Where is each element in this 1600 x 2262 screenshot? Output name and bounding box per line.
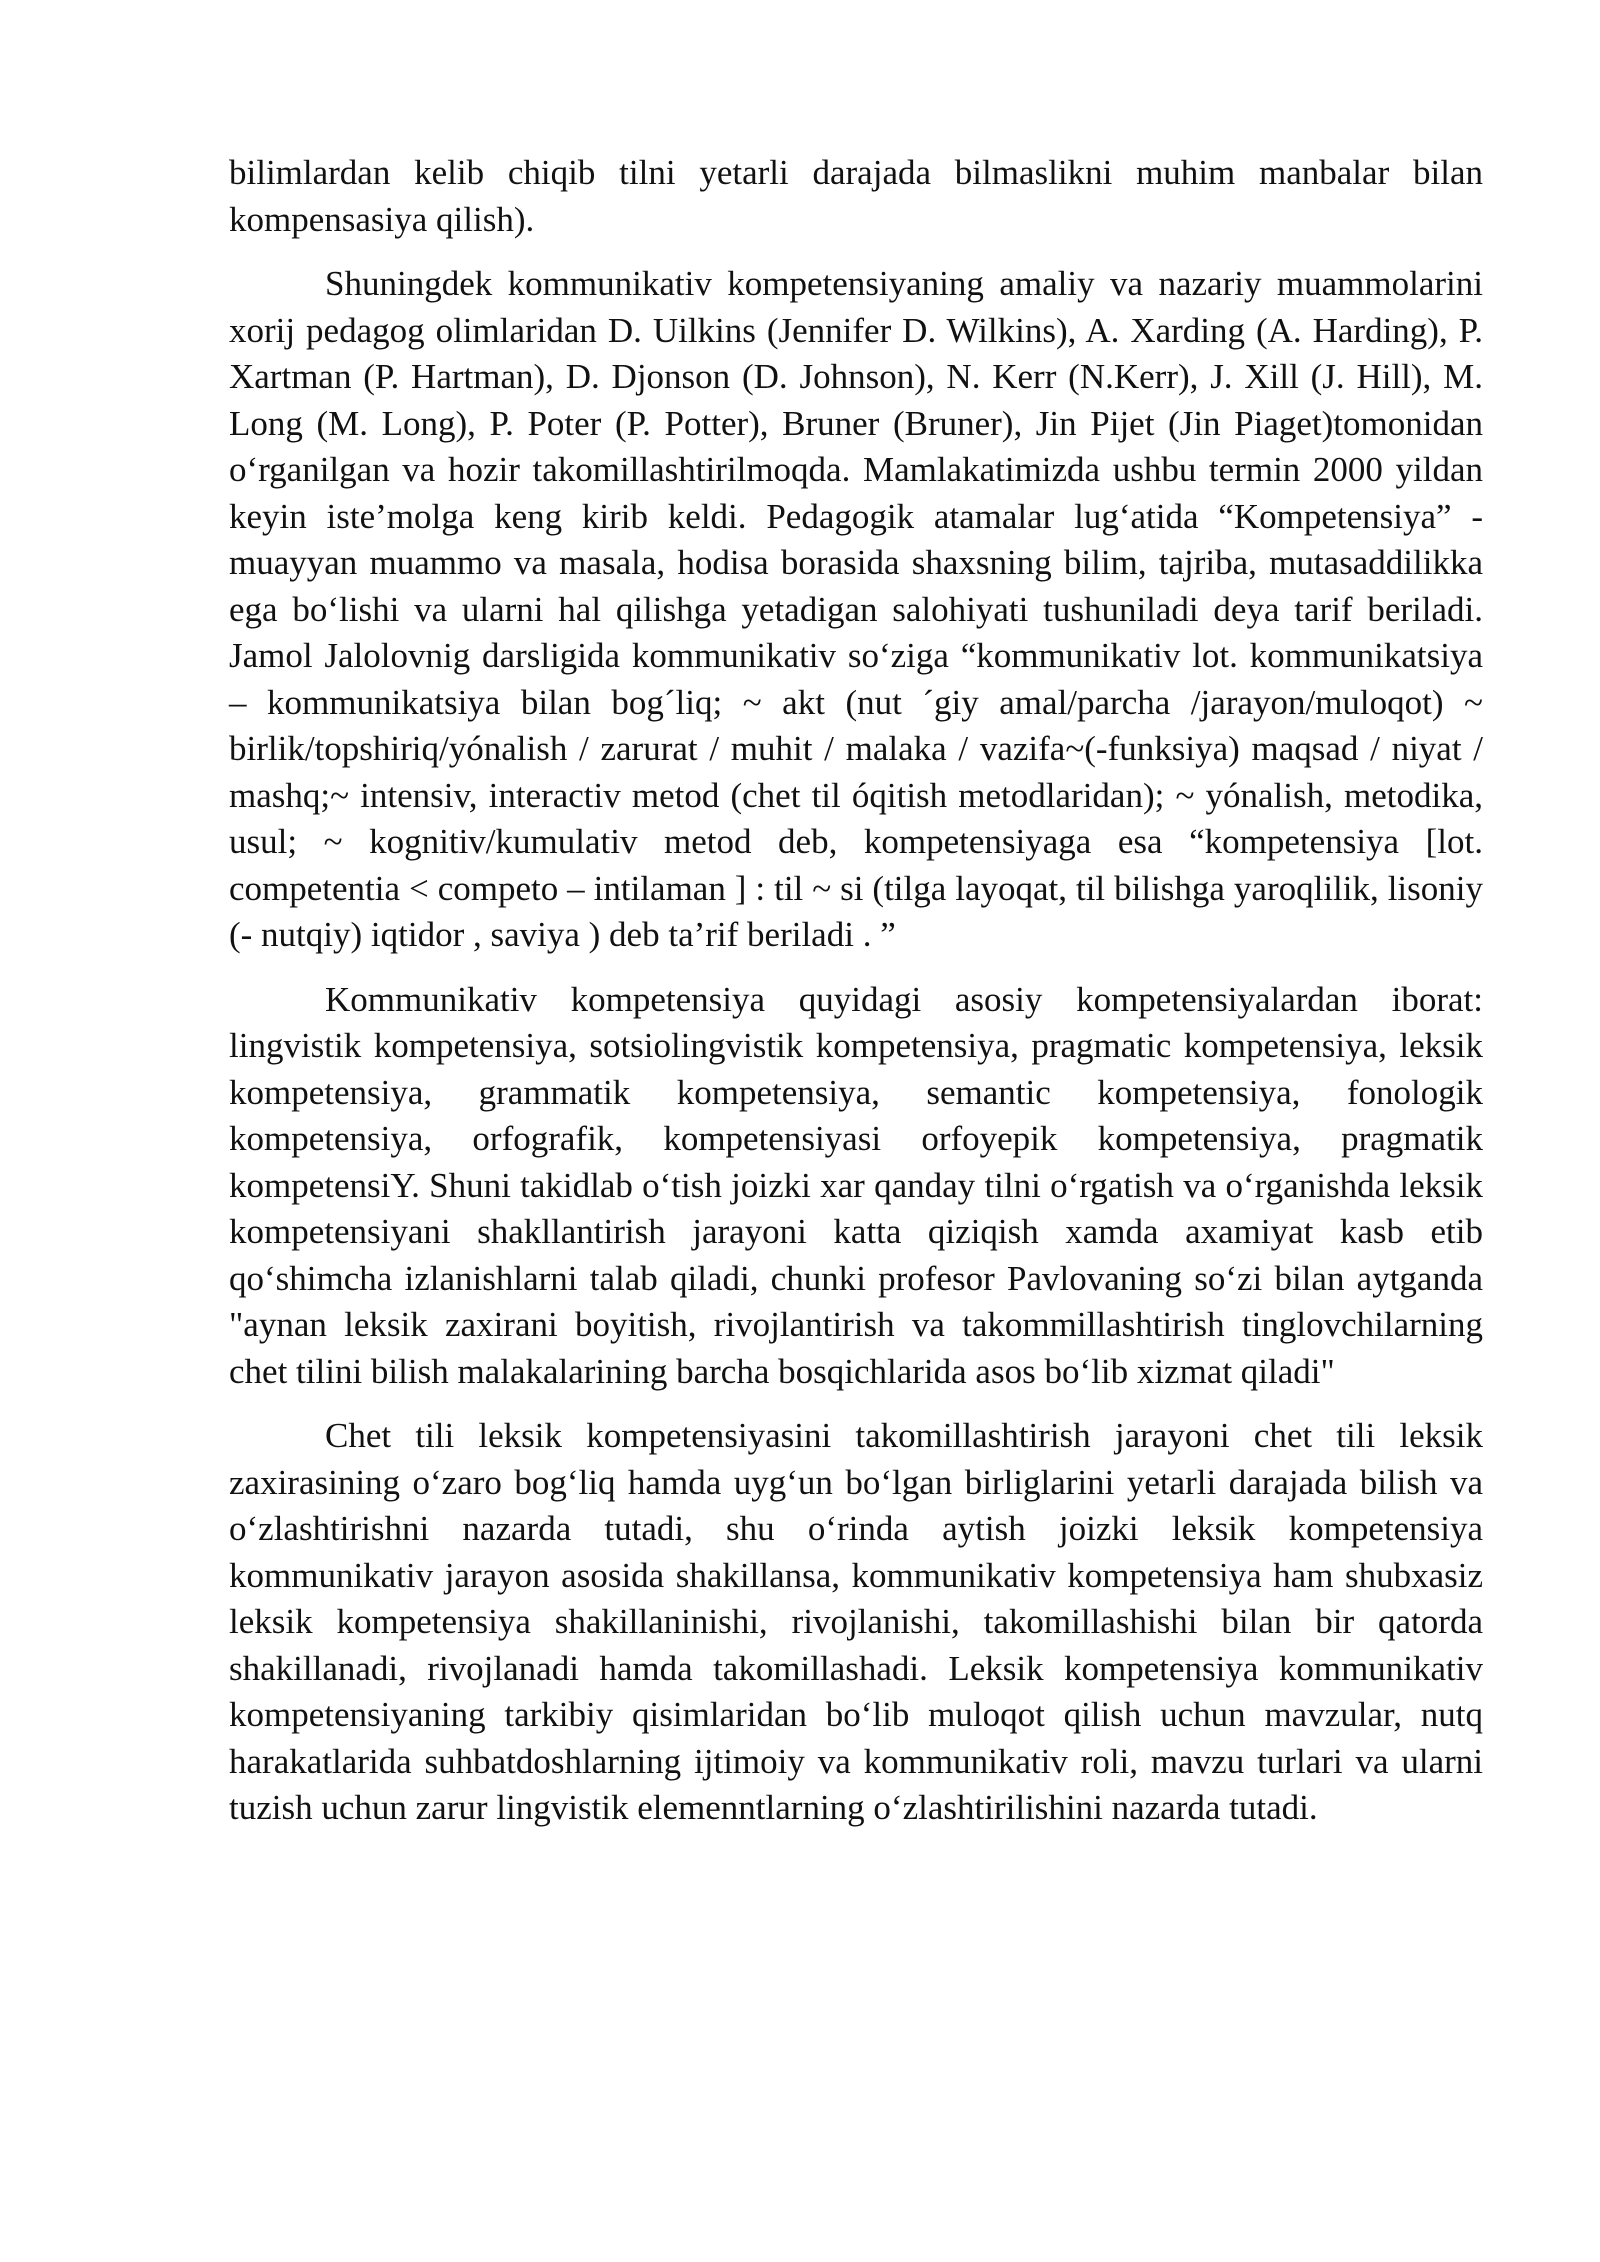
paragraph-communicative-competence-researchers: Shuningdek kommunikativ kompetensiyaning amaliy va nazariy muammolarini xorij pedagog olimlaridan D. Uilkins (Jennifer D. Wilkins), A. Xarding (A. Harding), P. Xartman (P. Hartman), D. Djonson (D. Johnson), N. Kerr (N.Kerr), J. Xill (J. Hill), M. Long (M. Long), P. Poter (P. Potter), Bruner (Bruner), Jin Pijet (Jin Piaget)tomonidan o‘rganilgan va hozir takomillashtirilmoqda. Mamlakatimizda ushbu termin 2000 yildan keyin iste’molga keng kirib keldi. Pedagogik atamalar lug‘atida “Kompetensiya” - muayyan muammo va masala, hodisa borasida shaxsning bilim, tajriba, mutasaddilikka ega bo‘lishi va ularni hal qilishga yetadigan salohiyati tushuniladi deya tarif beriladi. Jamol Jalolovnig darsligida kommunikativ so‘ziga “kommunikativ lot. kommunikatsiya – kommunikatsiya bilan bog´liq; ~ akt (nut ´giy amal/parcha /jarayon/muloqot) ~ birlik/topshiriq/yónalish / zarurat / muhit / malaka / vazifa~(-funksiya) maqsad / niyat / mashq;~ intensiv, interactiv metod (chet til óqitish metodlaridan); ~ yónalish, metodika, usul; ~ kognitiv/kumulativ metod deb, kompetensiyaga esa “kompetensiya [lot. competentia < competo – intilaman ] : til ~ si (tilga layoqat, til bilishga yaroqlilik, lisoniy (- nutqiy) iqtidor , saviya ) deb ta’rif beriladi . ” xyxy=(229,264,1483,954)
paragraph-lexical-competence: Chet tili leksik kompetensiyasini takomillashtirish jarayoni chet tili leksik zaxirasining o‘zaro bog‘liq hamda uyg‘un bo‘lgan birliglarini yetarli darajada bilish va o‘zlashtirishni nazarda tutadi, shu o‘rinda aytish joizki leksik kompetensiya kommunikativ jarayon asosida shakillansa, kommunikativ kompetensiya ham shubxasiz leksik kompetensiya shakillaninishi, rivojlanishi, takomillashishi bilan bir qatorda shakillanadi, rivojlanadi hamda takomillashadi. Leksik kompetensiya kommunikativ kompetensiyaning tarkibiy qisimlaridan bo‘lib muloqot qilish uchun mavzular, nutq harakatlarida suhbatdoshlarning ijtimoiy va kommunikativ roli, mavzu turlari va ularni tuzish uchun zarur lingvistik elemenntlarning o‘zlashtirilishini nazarda tutadi. xyxy=(229,1416,1483,1827)
paragraph-competence-components: Kommunikativ kompetensiya quyidagi asosiy kompetensiyalardan iborat: lingvistik kompetensiya, sotsiolingvistik kompetensiya, pragmatic kompetensiya, leksik kompetensiya, grammatik kompetensiya, semantic kompetensiya, fonologik kompetensiya, orfografik, kompetensiyasi orfoyepik kompetensiya, pragmatik kompetensiY. Shuni takidlab o‘tish joizki xar qanday tilni o‘rgatish va o‘rganishda leksik kompetensiyani shakllantirish jarayoni katta qiziqish xamda axamiyat kasb etib qo‘shimcha izlanishlarni talab qiladi, chunki profesor Pavlovaning so‘zi bilan aytganda "aynan leksik zaxirani boyitish, rivojlantirish va takommillashtirish tinglovchilarning chet tilini bilish malakalarining barcha bosqichlarida asos bo‘lib xizmat qiladi" xyxy=(229,979,1483,1391)
paragraph-continuation: bilimlardan kelib chiqib tilni yetarli darajada bilmaslikni muhim manbalar bilan kompensasiya qilish). xyxy=(229,153,1483,239)
document-body xyxy=(229,150,1483,1850)
